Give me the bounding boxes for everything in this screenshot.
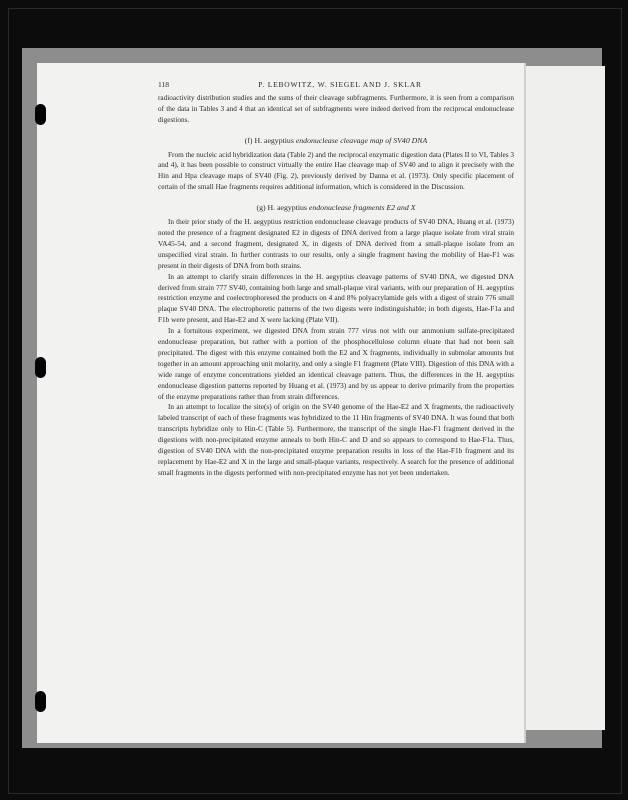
punch-hole-top [35,104,46,125]
section-f-paragraph: From the nucleic acid hybridization data (Table 2) and the reciprocal enzymatic digestion data (Plates II to VI, Tables 3 and 4), it has been possible to construct virtually the entire Hae cleavage map of SV40 and to align it precisely with the Hin and Hpa cleavage maps of SV40 (Fig. 2), previously derived by Danna et al. (1973). Only specific placement of certain of the small Hae fragments requires additional information, which is considered in the Discussion. [158,150,514,192]
page-number: 118 [158,80,169,89]
section-f-title: endonuclease cleavage map of SV40 DNA [295,135,428,145]
adjacent-page [512,66,605,730]
running-title: P. LEBOWITZ, W. SIEGEL AND J. SKLAR [258,80,422,89]
section-g-heading [158,203,514,214]
section-f-heading [158,136,514,147]
page-text [158,80,514,479]
section-g-paragraph-2: In an attempt to clarify strain differences in the H. aegyptius cleavage patterns of SV40 DNA, we digested DNA derived from strain 777 SV40, containing both large and small-plaque viral variants, with our preparation of H. aegyptius restriction enzyme and coelectrophoresed the products on 4 and 8% polyacrylamide gels with a digest of strain 776 small plaque SV40 DNA. The electrophoretic patterns of the two digests were indistinguishable; in both digests, Hae-F1a and F1b were present, and Hae-E2 and X were lacking (Plate VII). [158,272,514,325]
section-g-label: (g) H. aegyptius [256,203,307,213]
punch-hole-bottom [35,691,46,712]
section-g-paragraph-1: In their prior study of the H. aegyptius restriction endonuclease cleavage products of SV40 DNA, Huang et al. (1973) noted the presence of a fragment designated E2 in digests of DNA derived from a large plaque isolate from viral strain VA45-54, and a second fragment, designated X, in digests of DNA derived from a small-plaque isolate from an unspecified viral strain. In further contrasts to our results, only a single fragment having the mobility of Hae-F1 was present in their digests of DNA from both strains. [158,218,514,270]
section-g-paragraph-4: In an attempt to localize the site(s) of origin on the SV40 genome of the Hae-E2 and X fragments, the radioactively labeled transcript of each of these fragments was hybridized to the 11 Hin fragments of SV40 DNA. It was found that both transcripts hybridize only to Hin-C (Table 5). Furthermore, the transcript of the single Hae-F1 fragment derived in the digestions with non-precipitated enzyme anneals to both Hin-C and D and so appears to correspond to Hae-F1a. Thus, digestion of SV40 DNA with the non-precipitated enzyme preparation results in loss of the Hae-F1b fragment and its replacement by Hae-E2 and X in the large and small-plaque variants, respectively. A search for the presence of additional small fragments in the digests performed with non-precipitated enzyme has not yet been undertaken. [158,403,514,477]
punch-hole-middle [35,357,46,378]
section-f-label: (f) H. aegyptius [244,135,294,145]
section-g-title: endonuclease fragments E2 and X [308,203,416,213]
opening-paragraph: radioactivity distribution studies and the sums of their cleavage subfragments. Furthermore, it is seen from a comparison of the data in Tables 3 and 4 that an identical set of subfragments were indeed derived from the reciprocal endonuclease digestions. [158,93,514,124]
section-g-paragraph-3: In a fortuitous experiment, we digested DNA from strain 777 virus not with our ammonium sulfate-precipitated endonuclease preparation, but rather with a portion of the phosphocellulose column eluate that had not been salt precipitated. The digest with this enzyme contained both the E2 and X fragments, individually in submolar amounts but together in an amount approaching unit molarity, and only a single F1 fragment (Plate VIII). Digestion of this DNA with a wide range of enzyme concentrations yielded an identical cleavage pattern. Thus, the differences in the H. aegyptius endonuclease digestion patterns reported by Huang et al. (1973) and by us appear to derive primarily from the properties of the enzyme preparations rather than from strain differences. [158,327,514,401]
running-header [158,80,514,91]
